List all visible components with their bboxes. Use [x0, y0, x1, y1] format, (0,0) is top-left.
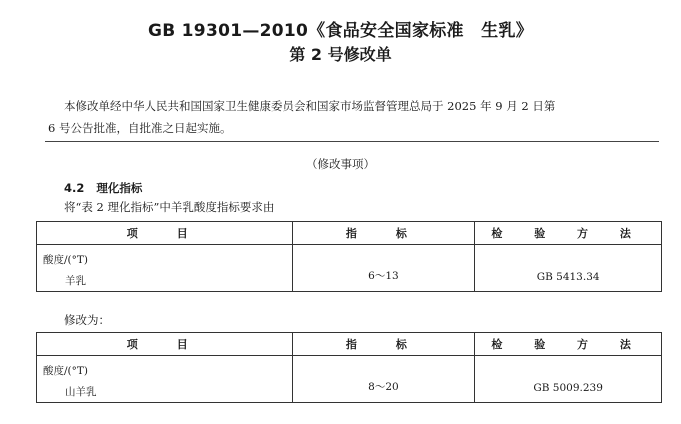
- clause-heading: [64, 180, 142, 196]
- table-row: [37, 245, 662, 292]
- table-row: [37, 356, 662, 403]
- horizontal-divider: [45, 141, 659, 142]
- item-name: 酸度/(°T): [43, 254, 88, 266]
- table-header-row: [37, 333, 662, 356]
- table-header-row: [37, 222, 662, 245]
- clause-number: 4.2: [64, 181, 85, 195]
- index-value: 6～13: [292, 245, 475, 292]
- intro-line-1: 本修改单经中华人民共和国国家卫生健康委员会和国家市场监督管理总局于 2025 年 9 月 2 日第: [64, 99, 556, 113]
- item-name: 酸度/(°T): [43, 365, 88, 377]
- method-value: GB 5009.239: [475, 356, 662, 403]
- index-value: 8～20: [292, 356, 475, 403]
- header-item: 项 目: [37, 222, 293, 245]
- intro-paragraph: [48, 95, 660, 139]
- document-title: GB 19301—2010《食品安全国家标准 生乳》: [147, 21, 534, 41]
- section-heading: （修改事项）: [306, 157, 375, 171]
- item-cell: [37, 356, 293, 403]
- header-method: 检 验 方 法: [475, 222, 662, 245]
- item-subname: 山羊乳: [65, 386, 97, 398]
- method-value: GB 5413.34: [475, 245, 662, 292]
- header-method: 检 验 方 法: [475, 333, 662, 356]
- item-cell: [37, 245, 293, 292]
- header-index: 指 标: [292, 333, 475, 356]
- header-index: 指 标: [292, 222, 475, 245]
- intro-line-2: 6 号公告批准，自批准之日起实施。: [48, 121, 232, 135]
- item-subname: 羊乳: [65, 275, 86, 287]
- amendment-instruction: 将“表 2 理化指标”中羊乳酸度指标要求由: [64, 200, 275, 214]
- clause-title: 理化指标: [96, 181, 143, 195]
- amended-spec-table: [36, 332, 662, 403]
- header-item: 项 目: [37, 333, 293, 356]
- document-subtitle: 第 2 号修改单: [289, 45, 392, 64]
- amendment-label: 修改为：: [64, 313, 110, 327]
- original-spec-table: [36, 221, 662, 292]
